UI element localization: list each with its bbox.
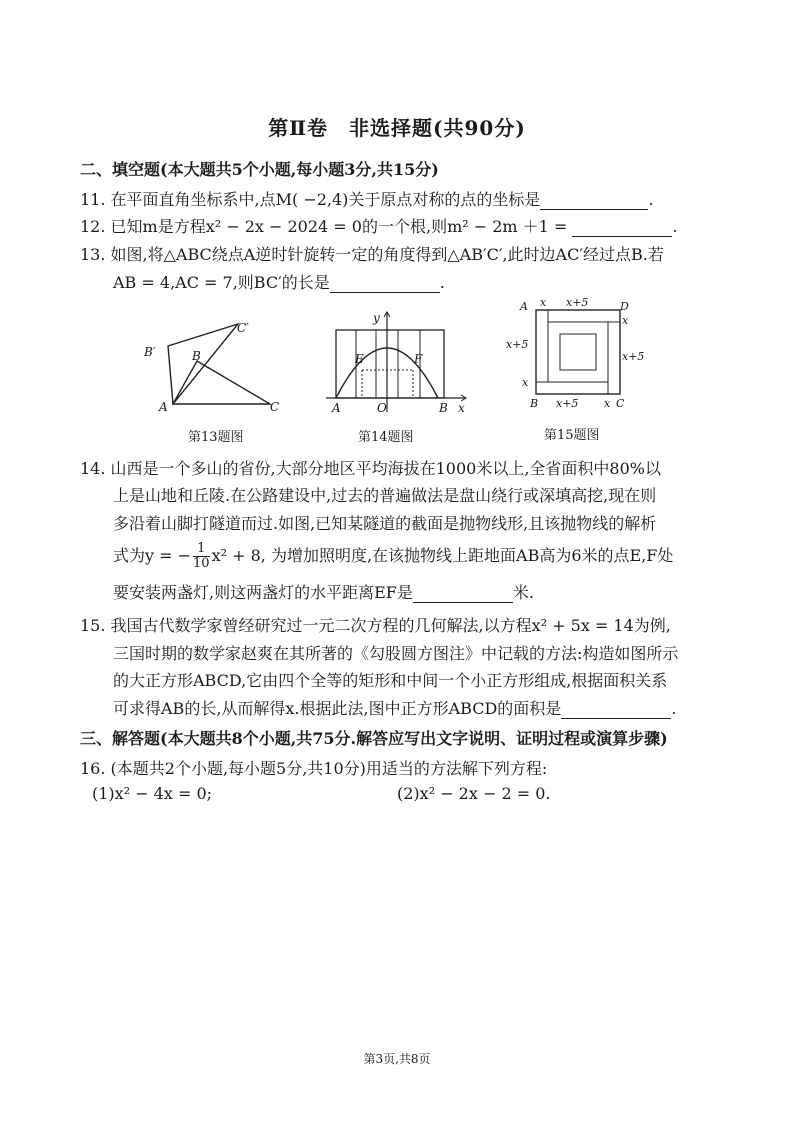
question-11-text: 11. 在平面直角坐标系中,点M( −2,4)关于原点对称的点的坐标是: [80, 190, 541, 209]
answer-blank-11[interactable]: [540, 193, 648, 210]
fig14-label-o: O: [377, 401, 387, 415]
question-14-line-5: [113, 580, 534, 603]
answer-blank-14[interactable]: [413, 586, 513, 603]
figure-14-caption: 第14题图: [358, 430, 414, 445]
fig13-label-c: C: [270, 400, 280, 414]
page-footer: 第3页,共8页: [363, 1052, 431, 1066]
answer-blank-15[interactable]: [561, 702, 671, 719]
figure-14: [322, 308, 472, 418]
question-15-line-3: 的大正方形ABCD,它由四个全等的矩形和中间一个小正方形组成,根据面积关系: [113, 671, 668, 690]
fig15-label-a: A: [520, 300, 528, 313]
question-13-text: AB = 4,AC = 7,则BC′的长是: [113, 273, 330, 292]
question-14-end: 米.: [512, 583, 534, 602]
question-14-line-1: 14. 山西是一个多山的省份,大部分地区平均海拔在1000米以上,全省面积中80%以: [80, 459, 661, 478]
fig15-label-right-x: x: [622, 314, 629, 327]
question-16-part-1: (1)x² − 4x = 0;: [92, 784, 213, 803]
fig15-label-b: B: [530, 397, 539, 410]
question-13-line-1: 13. 如图,将△ABC绕点A逆时针旋转一定的角度得到△AB′C′,此时边AC′经过点B.若: [80, 245, 664, 264]
question-15-line-2: 三国时期的数学家赵爽在其所著的《勾股圆方图注》中记载的方法:构造如图所示: [113, 644, 679, 663]
question-15-line-1: 15. 我国古代数学家曾经研究过一元二次方程的几何解法,以方程x² + 5x = 14为例,: [80, 616, 671, 635]
question-13-end: .: [439, 273, 445, 292]
fig15-label-d: D: [620, 300, 629, 313]
question-14-formula-end: x² + 8, 为增加照明度,在该抛物线上距地面AB高为6米的点E,F处: [211, 546, 674, 565]
fig15-label-right-x5: x+5: [622, 350, 645, 363]
answer-blank-12[interactable]: [572, 220, 672, 237]
figure-13-caption: 第13题图: [188, 430, 244, 445]
section-2-heading: 二、填空题(本大题共5个小题,每小题3分,共15分): [80, 160, 439, 179]
question-11-end: .: [648, 190, 654, 209]
fig15-label-top-x5: x+5: [566, 296, 589, 309]
fig14-label-y: y: [373, 311, 380, 325]
fig14-label-x: x: [458, 401, 465, 415]
fig15-label-left-x5: x+5: [506, 338, 529, 351]
question-11: [80, 187, 654, 210]
question-14-text: 要安装两盏灯,则这两盏灯的水平距离EF是: [113, 583, 413, 602]
fig14-label-b: B: [439, 401, 448, 415]
question-14-line-3: 多沿着山脚打隧道而过.如图,已知某隧道的截面是抛物线形,且该抛物线的解析: [113, 514, 657, 533]
fraction-numerator: 1: [193, 542, 210, 557]
fig15-label-left-x: x: [522, 376, 529, 389]
fig15-label-bottom-x: x: [604, 397, 611, 410]
question-12-text: 12. 已知m是方程x² − 2x − 2024 = 0的一个根,则m² − 2m ＋1 =: [80, 217, 568, 236]
figure-15: [500, 296, 660, 414]
question-15-line-4: [113, 696, 676, 719]
figure-13: [140, 312, 290, 414]
question-13-line-2: [113, 270, 445, 293]
section-3-heading: 三、解答题(本大题共8个小题,共75分.解答应写出文字说明、证明过程或演算步骤): [80, 729, 668, 748]
answer-blank-13[interactable]: [330, 276, 440, 293]
question-14-line-2: 上是山地和丘陵.在公路建设中,过去的普遍做法是盘山绕行或深填高挖,现在则: [113, 486, 657, 505]
question-12: [80, 214, 678, 237]
fig13-label-b-prime: B′: [144, 345, 156, 359]
fig15-label-bottom-x5: x+5: [556, 397, 579, 410]
section-title: 第Ⅱ卷 非选择题(共90分): [268, 116, 526, 140]
question-14-formula-start: 式为y = −: [113, 546, 192, 565]
question-15-end: .: [671, 699, 677, 718]
fraction: [193, 542, 210, 571]
fig15-label-top-x: x: [540, 296, 547, 309]
fig13-label-a: A: [159, 400, 168, 414]
question-16-stem: 16. (本题共2个小题,每小题5分,共10分)用适当的方法解下列方程:: [80, 759, 548, 778]
fig15-label-c: C: [616, 397, 625, 410]
question-15-text: 可求得AB的长,从而解得x.根据此法,图中正方形ABCD的面积是: [113, 699, 562, 718]
fig13-label-c-prime: C′: [237, 321, 249, 335]
fig14-label-a: A: [332, 401, 341, 415]
question-12-end: .: [672, 217, 678, 236]
question-16-part-2: (2)x² − 2x − 2 = 0.: [397, 784, 551, 803]
question-14-line-4: [113, 538, 673, 574]
fig14-label-f: F: [414, 352, 423, 366]
fraction-denominator: 10: [193, 556, 210, 571]
fig14-label-e: E: [355, 352, 364, 366]
fig13-label-b: B: [192, 349, 201, 363]
figure-15-caption: 第15题图: [544, 428, 600, 443]
